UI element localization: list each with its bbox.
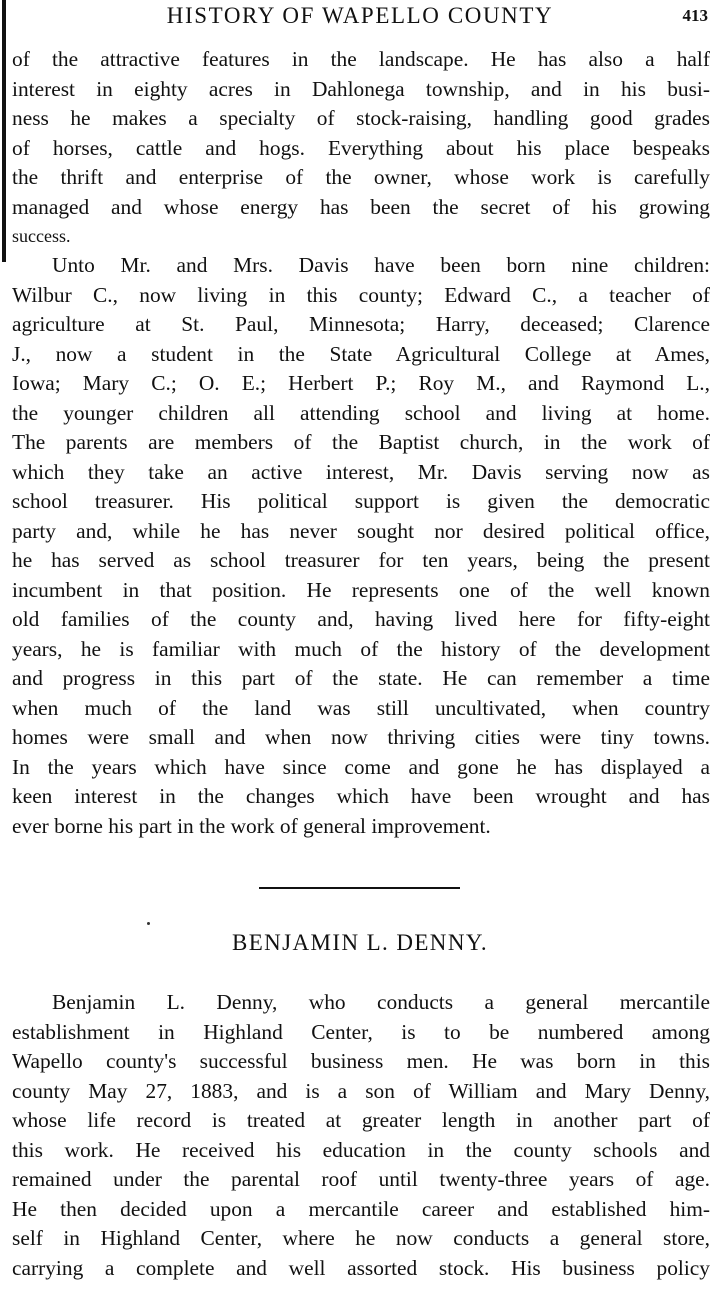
text-line: homes were small and when now thriving cities were tiny towns.: [12, 725, 710, 749]
text-line: which they take an active interest, Mr. Davis serving now as: [12, 459, 710, 484]
text-line: self in Highland Center, where he now conducts a general store,: [12, 1226, 710, 1250]
text-line: ever borne his part in the work of general improvement.: [12, 813, 491, 838]
text-line: success.: [12, 226, 71, 246]
text-line: Wilbur C., now living in this county; Edward C., a teacher of: [12, 282, 710, 307]
running-title: HISTORY OF WAPELLO COUNTY: [166, 3, 554, 28]
text-line: this work. He received his education in the county schools and: [12, 1137, 710, 1162]
left-margin-rule: [2, 0, 6, 262]
text-line: interest in eighty acres in Dahlonega township, and in his busi-: [12, 76, 710, 101]
print-speck: [147, 922, 150, 925]
text-line: old families of the county and, having lived here for fifty-eight: [12, 607, 710, 631]
text-line: In the years which have since come and gone he has displayed a: [12, 754, 710, 779]
text-line: ness he makes a specialty of stock-raising, handling good grades: [12, 106, 710, 130]
text-line: county May 27, 1883, and is a son of William and Mary Denny,: [12, 1078, 710, 1103]
text-line: remained under the parental roof until twenty-three years of age.: [12, 1167, 710, 1191]
text-line: and progress in this part of the state. He can remember a time: [12, 666, 710, 690]
text-line: incumbent in that position. He represents one of the well known: [12, 577, 710, 602]
text-line: the thrift and enterprise of the owner, whose work is carefully: [12, 165, 710, 189]
text-line: of horses, cattle and hogs. Everything about his place bespeaks: [12, 135, 710, 160]
text-line: of the attractive features in the landscape. He has also a half: [12, 47, 710, 71]
page-number: 413: [682, 6, 708, 25]
text-line: Benjamin L. Denny, who conducts a general mercantile: [52, 990, 710, 1014]
text-line: whose life record is treated at greater length in another part of: [12, 1108, 710, 1132]
paragraph-denny: [12, 988, 710, 1283]
text-line: when much of the land was still uncultivated, when country: [12, 695, 710, 720]
text-line: years, he is familiar with much of the history of the development: [12, 636, 710, 661]
section-heading: BENJAMIN L. DENNY.: [231, 930, 489, 955]
text-line: the younger children all attending school and living at home.: [12, 400, 710, 425]
text-line: he has served as school treasurer for ten years, being the present: [12, 548, 710, 572]
text-line: Iowa; Mary C.; O. E.; Herbert P.; Roy M., and Raymond L.,: [12, 371, 710, 395]
text-line: managed and whose energy has been the secret of his growing: [12, 194, 710, 219]
section-divider: [259, 887, 460, 889]
running-head: [0, 2, 720, 32]
text-line: school treasurer. His political support is given the democratic: [12, 489, 710, 513]
text-line: He then decided upon a mercantile career and established him-: [12, 1196, 710, 1221]
text-line: Unto Mr. and Mrs. Davis have been born nine children:: [52, 253, 710, 277]
text-line: carrying a complete and well assorted stock. His business policy: [12, 1255, 710, 1280]
paragraph-continued: [12, 45, 710, 252]
text-line: J., now a student in the State Agricultural College at Ames,: [12, 341, 710, 366]
text-line: Wapello county's successful business men. He was born in this: [12, 1049, 710, 1073]
text-line: keen interest in the changes which have been wrought and has: [12, 784, 710, 808]
paragraph-children: [12, 251, 710, 841]
text-line: The parents are members of the Baptist church, in the work of: [12, 430, 710, 454]
text-line: party and, while he has never sought nor desired political office,: [12, 518, 710, 543]
text-line: agriculture at St. Paul, Minnesota; Harry, deceased; Clarence: [12, 312, 710, 336]
text-line: establishment in Highland Center, is to be numbered among: [12, 1019, 710, 1044]
